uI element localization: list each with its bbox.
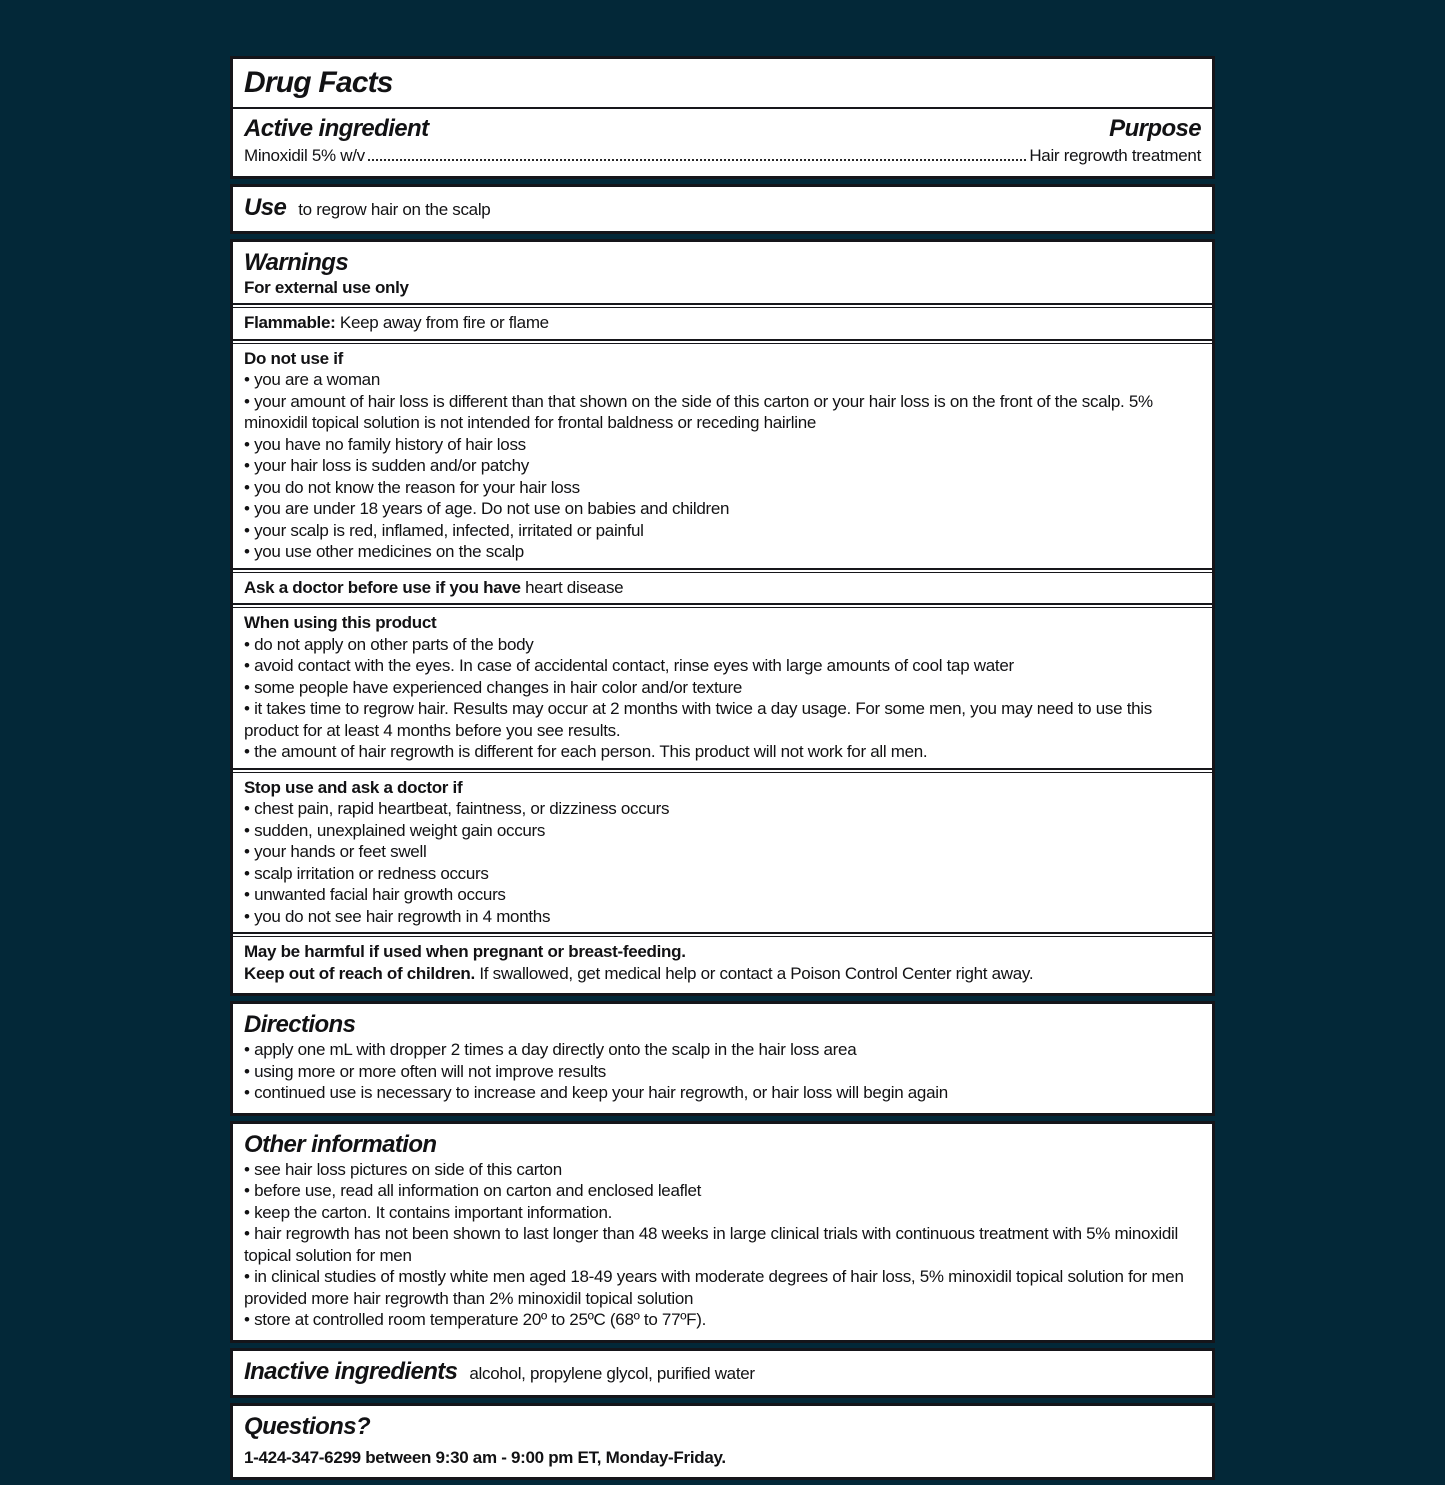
use-section <box>230 184 1215 234</box>
bullet-item: • apply one mL with dropper 2 times a day directly onto the scalp in the hair loss area <box>244 1039 1201 1061</box>
keep-out-line <box>244 963 1201 985</box>
bullet-item: • you have no family history of hair loss <box>244 434 1201 456</box>
warnings-section <box>230 239 1215 997</box>
warnings-divider <box>233 303 1212 308</box>
inactive-ingredients-text: alcohol, propylene glycol, purified water <box>469 1363 755 1383</box>
stop-use-heading: Stop use and ask a doctor if <box>244 777 463 797</box>
bullet-item: • chest pain, rapid heartbeat, faintness, or dizziness occurs <box>244 798 1201 820</box>
bullet-item: • see hair loss pictures on side of this carton <box>244 1159 1201 1181</box>
bullet-item: • you are under 18 years of age. Do not use on babies and children <box>244 498 1201 520</box>
bullet-item: • before use, read all information on carton and enclosed leaflet <box>244 1180 1201 1202</box>
flammable-label: Flammable: <box>244 313 336 332</box>
other-information-title: Other information <box>244 1130 437 1158</box>
flammable-line <box>244 312 1201 334</box>
inactive-ingredients-section <box>230 1348 1215 1398</box>
bullet-item: • unwanted facial hair growth occurs <box>244 884 1201 906</box>
header-divider <box>233 107 1212 109</box>
warnings-divider <box>233 568 1212 573</box>
warnings-divider <box>233 603 1212 608</box>
use-text: to regrow hair on the scalp <box>298 199 491 219</box>
external-use-subhead: For external use only <box>244 277 409 297</box>
bullet-item: • you do not see hair regrowth in 4 months <box>244 906 1201 928</box>
bullet-item: • hair regrowth has not been shown to last longer than 48 weeks in large clinical trials with continuous treatment with 5% minoxidil topical solution for men <box>244 1223 1201 1266</box>
bullet-item: • store at controlled room temperature 20º to 25ºC (68º to 77ºF). <box>244 1309 1201 1331</box>
purpose-value: Hair regrowth treatment <box>1029 146 1201 165</box>
bullet-item: • continued use is necessary to increase and keep your hair regrowth, or hair loss will begin again <box>244 1082 1201 1104</box>
when-using-heading: When using this product <box>244 613 437 632</box>
keep-out-label: Keep out of reach of children. <box>244 963 475 983</box>
bullet-item: • using more or more often will not improve results <box>244 1061 1201 1083</box>
bullet-item: • you use other medicines on the scalp <box>244 541 1201 563</box>
questions-phone-line: 1-424-347-6299 between 9:30 am - 9:00 pm ET, Monday-Friday. <box>244 1447 726 1467</box>
harmful-block <box>244 941 1201 984</box>
bullet-item: • avoid contact with the eyes. In case of accidental contact, rinse eyes with large amounts of cool tap water <box>244 655 1201 677</box>
bullet-item: • scalp irritation or redness occurs <box>244 863 1201 885</box>
bullet-item: • some people have experienced changes in hair color and/or texture <box>244 677 1201 699</box>
keep-out-text: If swallowed, get medical help or contact a Poison Control Center right away. <box>479 963 1034 983</box>
bullet-item: • keep the carton. It contains important information. <box>244 1202 1201 1224</box>
harmful-text: May be harmful if used when pregnant or breast-feeding. <box>244 942 686 961</box>
bullet-item: • your amount of hair loss is different than that shown on the side of this carton or your hair loss is on the front of the scalp. 5% minoxidil topical solution is not intended for frontal baldness or receding hairline <box>244 391 1201 434</box>
header-section <box>230 56 1215 179</box>
stop-use-block <box>244 777 1201 928</box>
drug-facts-title: Drug Facts <box>244 66 393 99</box>
dotted-leader <box>368 159 1026 161</box>
warnings-divider <box>233 339 1212 344</box>
bullet-item: • your scalp is red, inflamed, infected, irritated or painful <box>244 520 1201 542</box>
warnings-divider <box>233 932 1212 937</box>
do-not-use-heading: Do not use if <box>244 348 344 368</box>
flammable-text: Keep away from fire or flame <box>339 313 549 332</box>
bullet-item: • in clinical studies of mostly white men aged 18-49 years with moderate degrees of hair loss, 5% minoxidil topical solution for men provided more hair regrowth than 2% minoxidil topical solution <box>244 1266 1201 1309</box>
ask-doctor-text: heart disease <box>525 577 624 597</box>
bullet-item: • your hands or feet swell <box>244 841 1201 863</box>
drug-facts-label <box>230 56 1215 1485</box>
ask-doctor-label: Ask a doctor before use if you have <box>244 577 521 597</box>
warnings-divider <box>233 768 1212 773</box>
when-using-block <box>244 612 1201 763</box>
questions-section <box>230 1403 1215 1481</box>
ask-doctor-line <box>244 577 1201 599</box>
bullet-item: • it takes time to regrow hair. Results may occur at 2 months with twice a day usage. For some men, you may need to use this product for at least 4 months before you see results. <box>244 698 1201 741</box>
other-information-section <box>230 1121 1215 1343</box>
directions-title: Directions <box>244 1011 356 1038</box>
bullet-item: • do not apply on other parts of the body <box>244 634 1201 656</box>
ingredient-name: Minoxidil 5% w/v <box>244 146 365 165</box>
bullet-item: • sudden, unexplained weight gain occurs <box>244 820 1201 842</box>
bullet-item: • the amount of hair regrowth is different for each person. This product will not work for all men. <box>244 741 1201 763</box>
bullet-item: • you do not know the reason for your hair loss <box>244 477 1201 499</box>
use-heading: Use <box>244 193 287 221</box>
inactive-ingredients-heading: Inactive ingredients <box>244 1357 458 1385</box>
bullet-item: • your hair loss is sudden and/or patchy <box>244 455 1201 477</box>
warnings-title: Warnings <box>244 248 349 276</box>
purpose-heading: Purpose <box>1109 115 1201 142</box>
questions-title: Questions? <box>244 1412 371 1440</box>
do-not-use-block <box>244 348 1201 563</box>
directions-section <box>230 1001 1215 1116</box>
bullet-item: • you are a woman <box>244 369 1201 391</box>
active-ingredient-heading: Active ingredient <box>244 115 429 142</box>
